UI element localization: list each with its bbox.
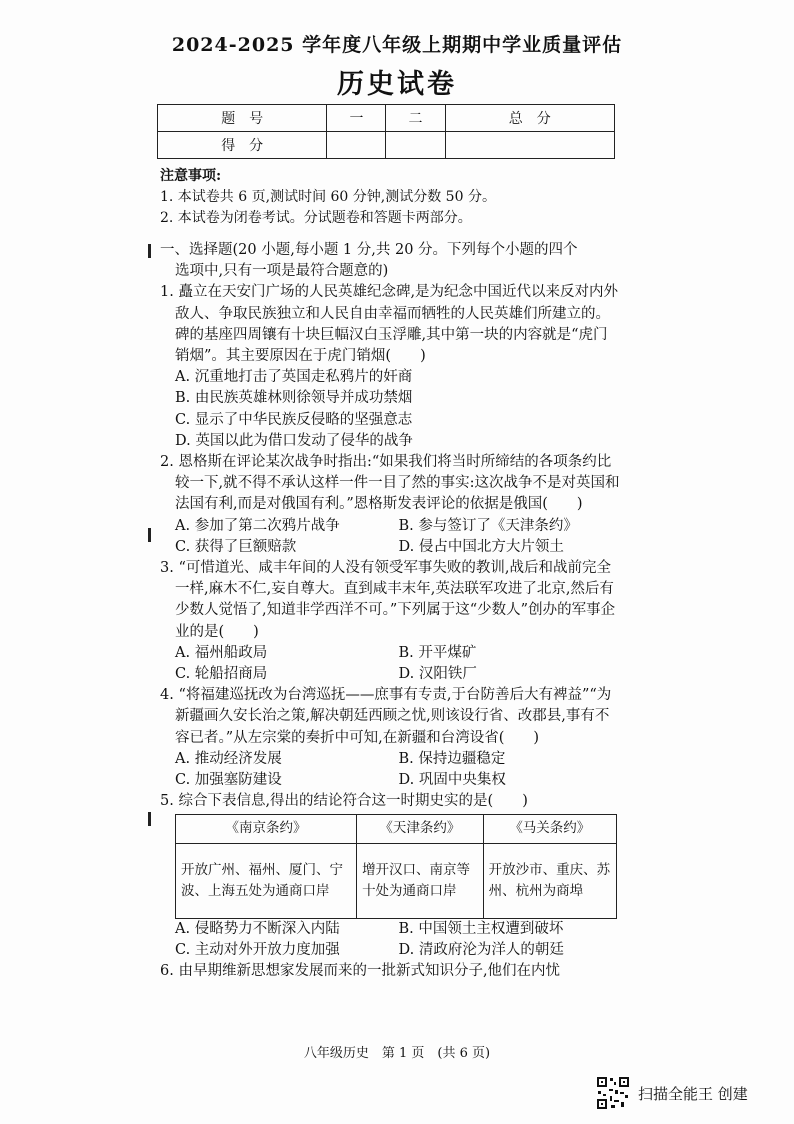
score-table-header-cell: 二 — [386, 105, 445, 132]
question-5-options-row — [160, 919, 622, 940]
treaty-table — [175, 814, 617, 918]
question-1-stem: 1. 矗立在天安门广场的人民英雄纪念碑,是为纪念中国近代以来反对内外敌人、争取民族独立和人民自由幸福而牺牲的人民英雄们所建立的。碑的基座四周镶有十块巨幅汉白玉浮雕,其中第一块的内容就是“虎门销烟”。其主要原因在于虎门销烟( ) — [160, 284, 619, 365]
question-3-stem: 3. “可惜道光、咸丰年间的人没有领受军事失败的教训,战后和战前完全一样,麻木不仁,妄自尊大。直到咸丰末年,英法联军攻进了北京,然后有少数人觉悟了,知道非学西洋不可。”下列属于这“少数人”创办的军事企业的是( ) — [160, 560, 616, 640]
question-2-stem: 2. 恩格斯在评论某次战争时指出:“如果我们将当时所缔结的各项条约比较一下,就不得不承认这样一件一目了然的事实:这次战争不是对英国和法国有利,而是对俄国有利。”恩格斯发表评论的依据是俄国( ) — [160, 454, 620, 513]
page-footer: 八年级历史 第 1 页 (共 6 页) — [303, 1046, 491, 1061]
question-5-option-b: B. 中国领土主权遭到破坏 — [398, 920, 564, 937]
treaty-table-cell: 开放沙市、重庆、苏州、杭州为商埠 — [483, 843, 616, 918]
treaty-table-header: 《天津条约》 — [357, 815, 484, 843]
section-heading: 一、选择题(20 小题,每小题 1 分,共 20 分。下列每个小题的四个 — [160, 242, 578, 258]
binding-mark — [148, 244, 151, 258]
question-3-option-b: B. 开平煤矿 — [398, 644, 477, 661]
question-5-options-row — [160, 940, 622, 961]
score-row-label: 得 分 — [158, 132, 327, 159]
qr-code-icon — [596, 1076, 630, 1110]
question-1-option-c: C. 显示了中华民族反侵略的坚强意志 — [175, 411, 413, 428]
scanner-watermark-text: 扫描全能王 创建 — [638, 1084, 748, 1103]
treaty-table-cell: 开放广州、福州、厦门、宁波、上海五处为通商口岸 — [176, 843, 357, 918]
question-1-option-d: D. 英国以此为借口发动了侵华的战争 — [175, 432, 413, 449]
question-6-stem: 6. 由早期维新思想家发展而来的一批新式知识分子,他们在内忧 — [160, 963, 561, 980]
exam-notes — [160, 166, 620, 229]
notes-item: 1. 本试卷共 6 页,测试时间 60 分钟,测试分数 50 分。 — [160, 189, 496, 205]
treaty-table-cell: 增开汉口、南京等十处为通商口岸 — [357, 843, 484, 918]
question-4-option-d: D. 巩固中央集权 — [398, 772, 506, 789]
score-table — [157, 104, 615, 159]
question-3-option-a: A. 福州船政局 — [175, 644, 268, 661]
question-4-option-c: C. 加强塞防建设 — [175, 772, 282, 789]
binding-mark — [148, 812, 151, 826]
question-2-options-row — [160, 537, 622, 558]
question-2-option-a: A. 参加了第二次鸦片战争 — [175, 517, 340, 534]
question-3-option-c: C. 轮船招商局 — [175, 666, 268, 683]
question-2-option-b: B. 参与签订了《天津条约》 — [398, 517, 578, 534]
question-3-option-d: D. 汉阳铁厂 — [398, 666, 477, 683]
question-4-option-b: B. 保持边疆稳定 — [398, 750, 506, 767]
question-4-options-row — [160, 749, 622, 770]
score-table-header-cell: 一 — [327, 105, 386, 132]
score-cell — [445, 132, 614, 159]
question-4-option-a: A. 推动经济发展 — [175, 750, 282, 767]
question-2-options-row — [160, 516, 622, 537]
notes-item: 2. 本试卷为闭卷考试。分试题卷和答题卡两部分。 — [160, 210, 472, 226]
question-2-option-d: D. 侵占中国北方大片领土 — [398, 538, 564, 555]
question-1-option-a: A. 沉重地打击了英国走私鸦片的奸商 — [175, 369, 413, 386]
question-4-stem: 4. “将福建巡抚改为台湾巡抚——庶事有专责,于台防善后大有裨益”“为新疆画久安长治之策,解决朝廷西顾之忧,则该设行省、改郡县,事有不容已者。”从左宗棠的奏折中可知,在新疆和台湾设省( ) — [160, 687, 612, 746]
question-5-option-c: C. 主动对外开放力度加强 — [175, 941, 340, 958]
treaty-table-header: 《马关条约》 — [483, 815, 616, 843]
question-3-options-row — [160, 643, 622, 664]
exam-subject-title: 历史试卷 — [337, 69, 457, 100]
question-4-options-row — [160, 770, 622, 791]
question-2-option-c: C. 获得了巨额赔款 — [175, 538, 297, 555]
question-1-option-b: B. 由民族英雄林则徐领导并成功禁烟 — [175, 390, 413, 407]
section-heading-cont: 选项中,只有一项是最符合题意的) — [175, 263, 389, 280]
score-table-header-cell: 题 号 — [158, 105, 327, 132]
question-section — [160, 240, 622, 982]
question-3-options-row — [160, 664, 622, 685]
question-5-stem: 5. 综合下表信息,得出的结论符合这一时期史实的是( ) — [160, 793, 528, 810]
binding-mark — [148, 528, 151, 542]
question-5-option-d: D. 清政府沦为洋人的朝廷 — [398, 941, 564, 958]
exam-title: 2024-2025 学年度八年级上期期中学业质量评估 — [171, 34, 623, 56]
score-cell — [327, 132, 386, 159]
scanner-watermark — [596, 1076, 748, 1110]
notes-heading: 注意事项: — [160, 168, 222, 184]
score-cell — [386, 132, 445, 159]
score-table-header-cell: 总 分 — [445, 105, 614, 132]
treaty-table-header: 《南京条约》 — [176, 815, 357, 843]
question-5-option-a: A. 侵略势力不断深入内陆 — [175, 920, 340, 937]
